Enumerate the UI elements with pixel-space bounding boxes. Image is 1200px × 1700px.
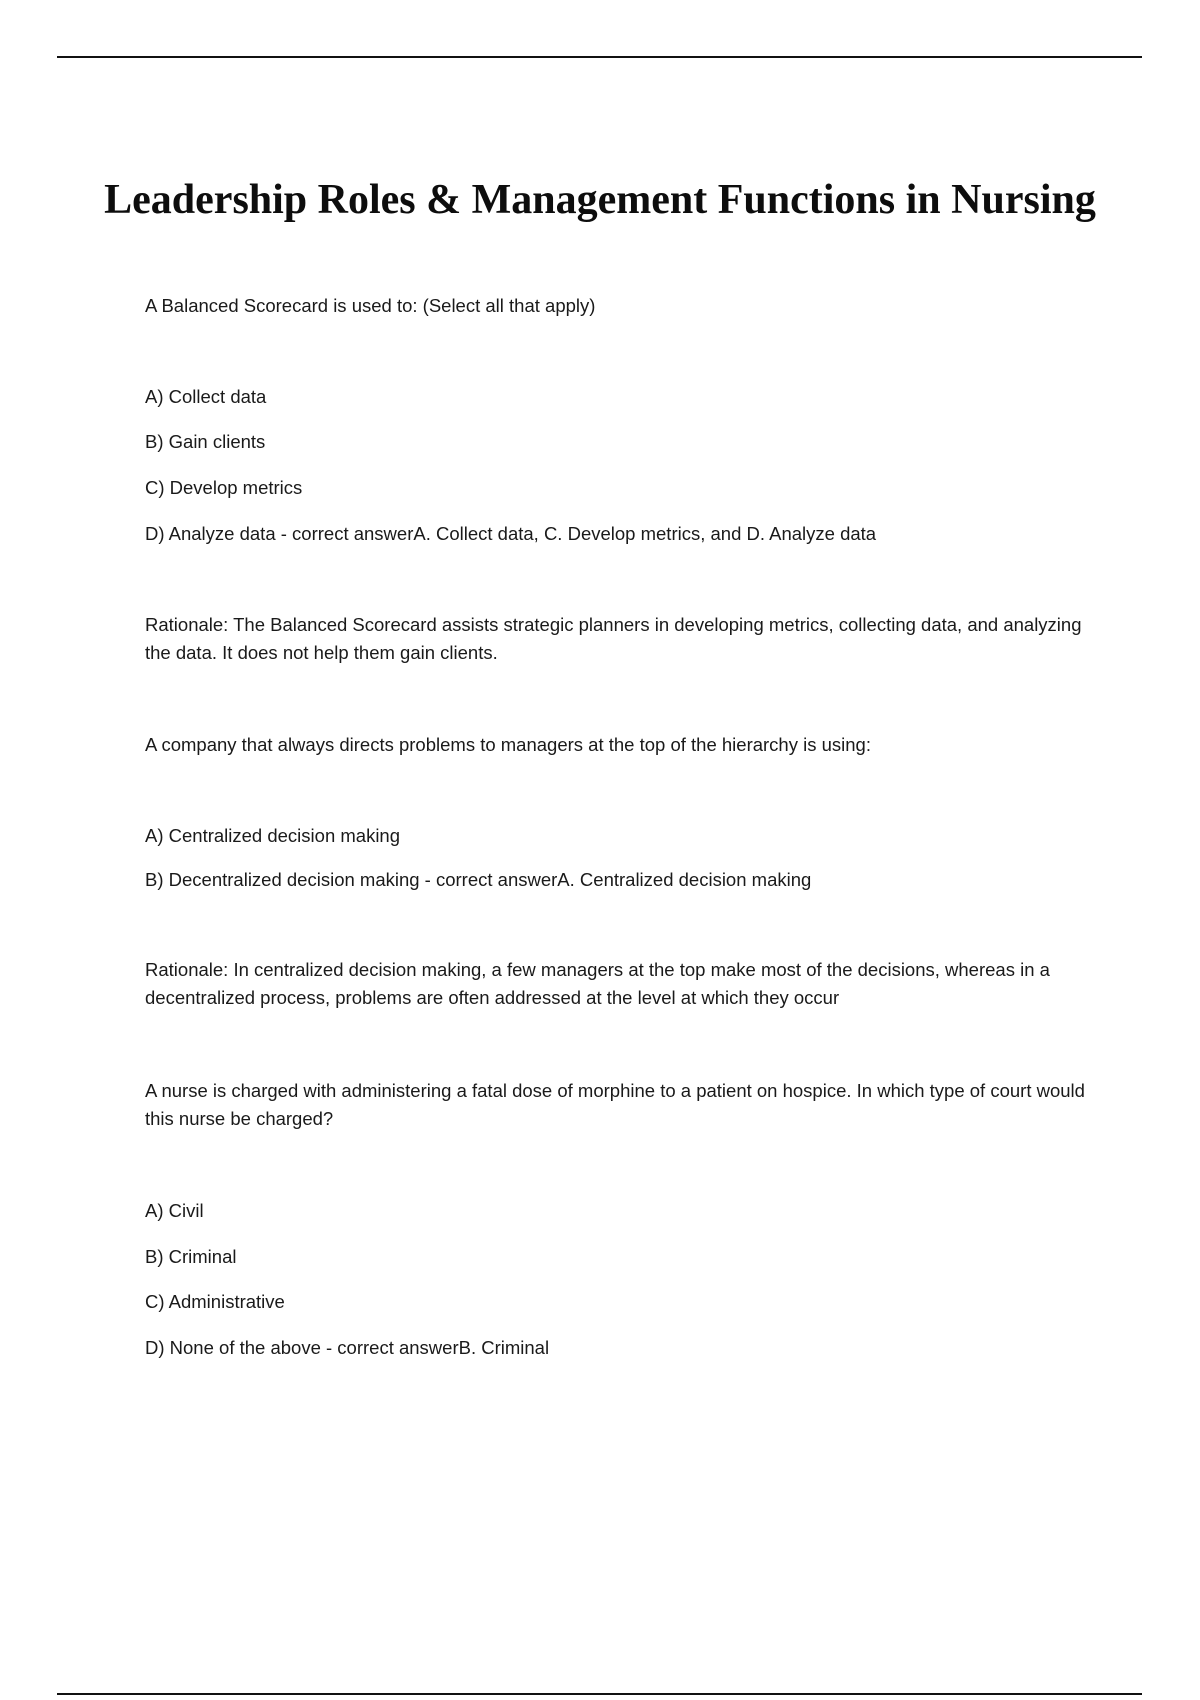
question-1: A Balanced Scorecard is used to: (Select all that apply) (145, 295, 596, 316)
q1-option-a: A) Collect data (145, 386, 267, 407)
q3-option-d-answer: D) None of the above - correct answerB. Criminal (145, 1337, 550, 1358)
q3-option-b: B) Criminal (145, 1246, 237, 1267)
bottom-divider (57, 1693, 1142, 1695)
q1-option-c: C) Develop metrics (145, 477, 303, 498)
question-2: A company that always directs problems to managers at the top of the hierarchy is using: (145, 734, 871, 755)
question-3: A nurse is charged with administering a fatal dose of morphine to a patient on hospice. In which type of court would this nurse be charged? (145, 1080, 1085, 1129)
q1-option-d-answer: D) Analyze data - correct answerA. Collect data, C. Develop metrics, and D. Analyze data (145, 523, 877, 544)
q2-option-a: A) Centralized decision making (145, 825, 401, 846)
q2-option-b-answer: B) Decentralized decision making - correct answerA. Centralized decision making (145, 869, 812, 890)
q1-rationale: Rationale: The Balanced Scorecard assists strategic planners in developing metrics, collecting data, and analyzing the data. It does not help them gain clients. (145, 614, 1082, 663)
top-divider (57, 56, 1142, 58)
document-title: Leadership Roles & Management Functions in Nursing (104, 177, 1096, 224)
q3-option-c: C) Administrative (145, 1291, 285, 1312)
q3-option-a: A) Civil (145, 1200, 204, 1221)
q1-option-b: B) Gain clients (145, 431, 266, 452)
q2-rationale: Rationale: In centralized decision making, a few managers at the top make most of the decisions, whereas in a decentralized process, problems are often addressed at the level at which they occur (145, 959, 1050, 1008)
